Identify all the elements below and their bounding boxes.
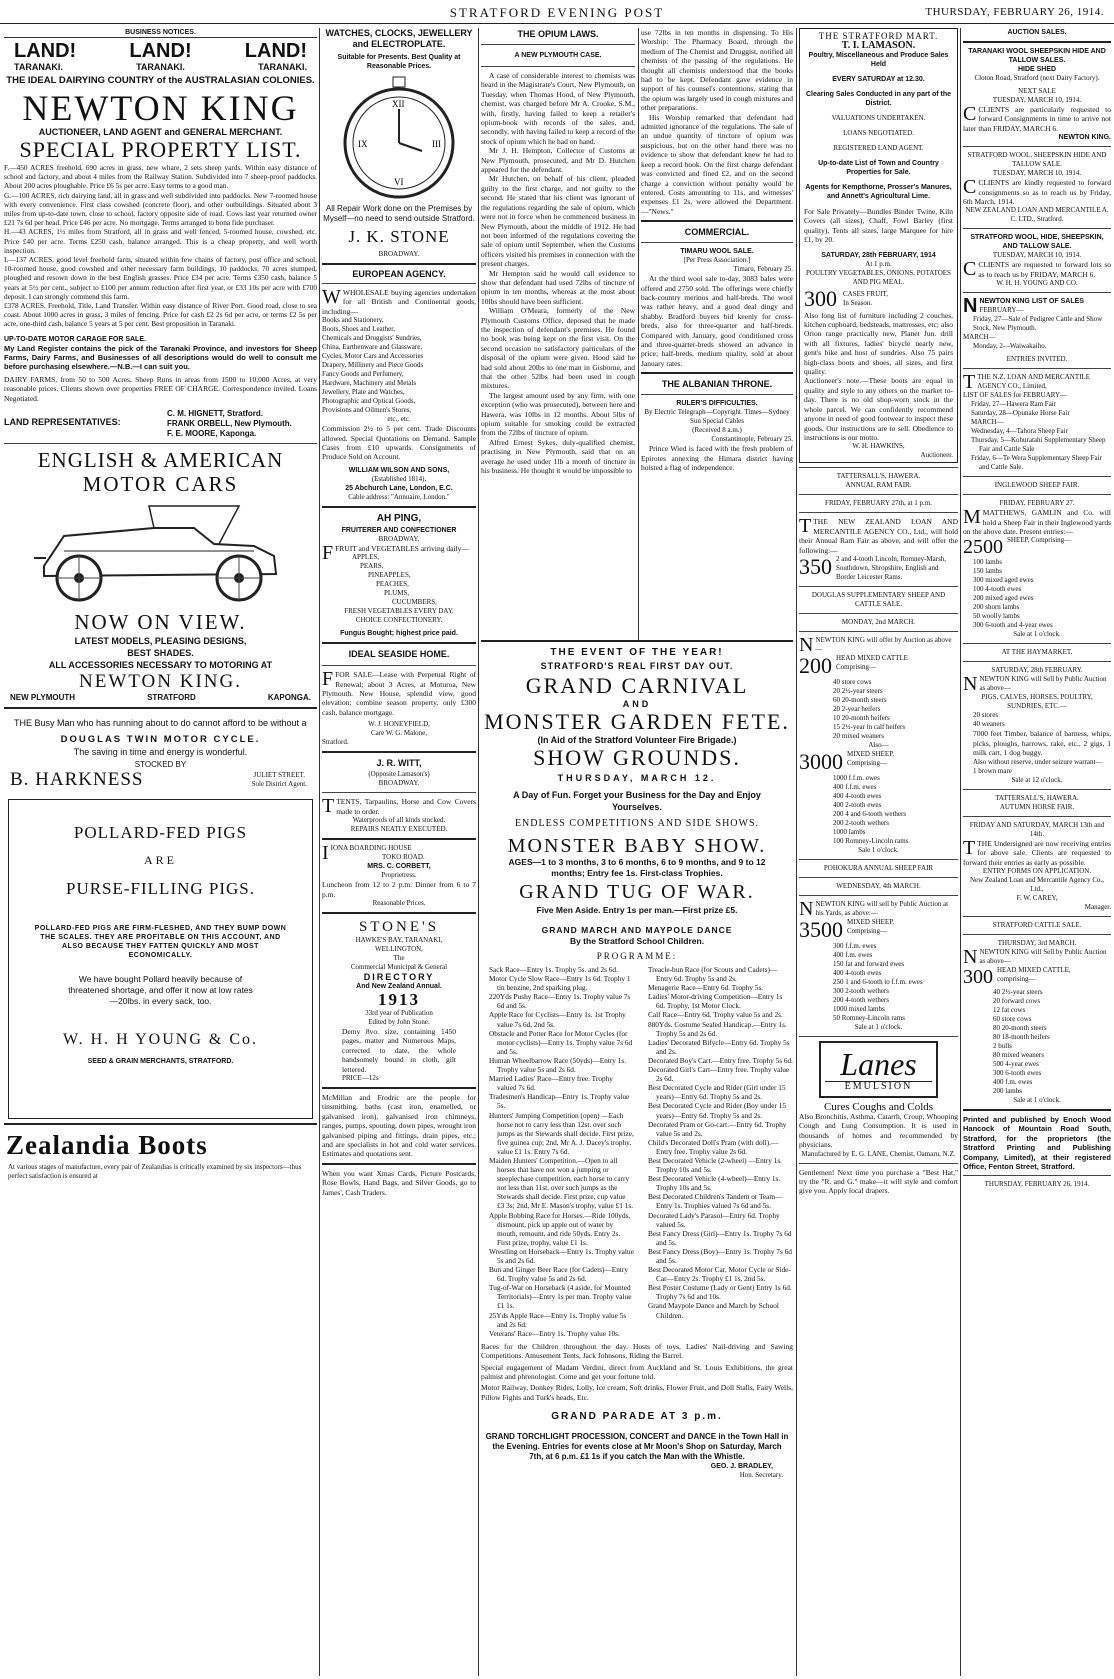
choice-confectionery: CHOICE CONFECTIONERY. xyxy=(355,616,443,625)
hon-secretary: Hon. Secretary. xyxy=(739,1471,783,1480)
saving-line: The saving in time and energy is wonderful. xyxy=(73,747,248,758)
douglas-sale: DOUGLAS SUPPLEMENTARY SHEEP AND CATTLE SALE. xyxy=(811,590,946,608)
cable-address: Cable address: "Annuaire, London." xyxy=(348,492,450,501)
broadway: BROADWAY. xyxy=(378,250,420,258)
column-newton-king xyxy=(4,28,317,1676)
also: Also— xyxy=(868,740,889,749)
zealandia-text: At various stages of manufacture, every pair of Zealandias is critically examined by six inspectors—thus perfect satisfaction is ensured at xyxy=(8,1163,302,1181)
autumn-horse-fair: AUTUMN HORSE FAIR. xyxy=(999,802,1075,811)
albanian-heading: THE ALBANIAN THRONE. xyxy=(661,379,773,390)
corbett: MRS. C. CORBETT, xyxy=(367,863,431,871)
accessories: ALL ACCESSORIES NECESSARY TO MOTORING AT xyxy=(48,660,273,671)
valuations: VALUATIONS UNDERTAKEN. xyxy=(831,114,926,122)
day-of-fun: A Day of Fun. Forget your Business for the Day and Enjoy Yourselves. xyxy=(513,790,761,812)
sale-1: Sale 1 o'clock. xyxy=(858,845,899,854)
commercial-municipal: Commercial Municipal & General xyxy=(350,962,448,971)
ideal-dairying: THE IDEAL DAIRYING COUNTRY of the AUSTRALASIAN COLONIES. xyxy=(6,75,315,86)
masthead-title: STRATFORD EVENING POST xyxy=(449,5,665,20)
stratford-wool: STRATFORD WOOL, SHEEPSKIN HIDE AND TALLOW SALE. xyxy=(967,151,1107,169)
programme-left: Sack Race—Entry 1s. Trophy 5s. and 2s 6d. Motor Cycle Slow Race—Entry 1s 6d. Trophy 1 tin benzine, 2nd sparking plug. 220Yds Pushy Race—Entry 1s. Trophy value 7s 6d and 5s. Apple Race for Cyclists—Entry 1s. 1st Trophy value 7s 6d, 2nd 5s. Obstacle and Potter Race for Motor Cycles (for motor cyclists)—Entry 1s. Trophy value 7s 6d and 5s. Human Wheelbarrow Race (50yds)—Entry 1s. Trophy value 5s and 2s 6d. Married Ladies' Race—Entry free. Trophy valued 7s 6d. Tradesmen's Handicap—Entry 1s. Trophy value 5s. Hunters' Jumping Competition (open) —Each horse not to carry less than 12st. over such jumps as the Stewards shall decide. First prize, five guinea cup; 2nd, Mr A. J. Dacey's trophy, value £1 1s. Entry 7s 6d. Maiden Hunters' Competition.—Open to all horses that have not won a jumping or steeplechase competition, each horse to carry not less than 11st. over such jumps as the Stewards shall decide. First prize, cup value £3 3s; 2nd, Mr E. Mason's trophy, value £1 1s. Apple Bobbing Race for Horses.—Ride 100yds, dismount, pick up apple out of water by mouth, remount, and ride 50yds. Entry 2s. First prize, trophy, value £1 1s. Wrestling on Horseback—Entry 1s. Trophy value 5s and 2s 6d. Bun and Ginger Beer Race (for Cadets)—Entry 6d. Trophy value 5s and 2s 6d. Tug-of-War on Horseback (4 aside, for Mounted Territorials)—Entry 1s per man. Trophy value £1 1s. 25Yds Apple Race—Entry 1s. Trophy value 5s and 2s 6d. Veterans' Race—Entry 1s. Trophy value 10s. xyxy=(489,965,634,1338)
the: The xyxy=(393,953,405,962)
list-of-sales: LIST OF SALES for FEBRUARY— xyxy=(963,391,1068,400)
event-of-year: THE EVENT OF THE YEAR! xyxy=(550,647,724,658)
column-stone: WATCHES, CLOCKS, JEWELLERY and ELECTROPLATE. Suitable for Presents. Best Quality at Reasonable Prices. XII III VI IX All Repair Work done on the Premises by Myself—no need to send outside Stratford. J. K. STONE BROADWAY. EUROPEAN AGENCY. WWHOLESALE buying agencies undertaken for all British and Continental goods, including— Books and Stationery, Boots, Shoes and Leather, Chemicals and Druggists' Sundries, China, Earthenware and Glassware, Cycles, Motor Cars and Accessories Drapery, Millinery and Piece Goods Fancy Goods and Perfumery, Hardware, Machinery and Metals Jewellery, Plate and Watches, Photographic and Optical Goods, Provisions and Oilmen's Stores, etc., etc. Commission 2½ to 5 per cent. Trade Discounts allowed. Special Quotations on Demand. Sample Cases from £10 upwards. Consignments of Produce Sold on Account. WILLIAM WILSON AND SONS, (Established 1814), 25 Abchurch Lane, London, E.C. Cable address: "Annuaire, London." AH PING, FRUITERER AND CONFECTIONER BROADWAY. FFRUIT and VEGETABLES arriving daily— APPLES, PEARS, PINEAPPLES, PEACHES, PLUMS, CUCUMBERS, FRESH VEGETABLES EVERY DAY. CHOICE CONFECTIONERY. Fungus Bought; highest price paid. IDEAL SEASIDE HOME. FFOR SALE—Lease with Perpetual Right of Renewal; about 3 Acres, at Moturoa, New Plymouth. New House, splendid view, good elevation; combine season property, only £300 cash, balance mortgage. W. J. HONEYFIELD, Care W. G. Malone, Stratford. J. R. WITT, (Opposite Lamason's) BROADWAY. TTENTS, Tarpaulins, Horse and Cow Covers made to order. Waterproofs of all kinds stocked. REPAIRS NEATLY EXECUTED. IIONA BOARDING HOUSE TOKO ROAD. MRS. C. CORBETT, Proprietress. Luncheon from 12 to 2 p.m. Dinner from 6 to 7 p.m. Reasonable Prices. STONE'S HAWKE'S BAY, TARANAKI, WELLINGTON, The Commercial Municipal & General DIRECTORY And New Zealand Annual. 1913 33rd year of Publication Edited by John Stone. Demy 8vo. size, containing 1450 pages, matter and Numerous Maps, corrected to date, the whole handsomely bound in cloth, gilt lettered. PRICE—12s McMillan and Frodric are the people for tinsmithing, baths (cast iron, enamelled, or galvanised iron), galvanised iron chimneys, ranges, pumps, spouting, down pipes, wrought iron galvanised piping and fittings, drain pipes, etc.; and are specialists in hot and cold water services. Estimates and quotations sent. When you want Xmas Cards, Picture Postcards, Rose Bowls, Hand Bags, and Silver Goods, go to James', Cash Traders. xyxy=(322,28,476,1197)
at-1pm: At 1 p.m. xyxy=(865,259,892,268)
monday: MONDAY, 2nd MARCH. xyxy=(841,617,916,626)
column-rule xyxy=(319,28,320,1676)
up-to-date-list: Up-to-date List of Town and Country Properties for Sale. xyxy=(818,160,939,176)
cattle-list: 40 store cows 20 2½-year steers 60 20-month steers 20 2-year heifers 10 20-month heifers 15 2½-year in calf heifers 20 mixed weaners xyxy=(833,677,906,740)
every-saturday: EVERY SATURDAY at 12.30. xyxy=(832,76,925,83)
monster-garden-fete: MONSTER GARDEN FETE. xyxy=(484,709,790,734)
thursday-3rd: THURSDAY, 3rd MARCH. xyxy=(997,938,1077,947)
waterproofs: Waterproofs of all kinds stocked. xyxy=(352,816,446,825)
special-property-list: SPECIAL PROPERTY LIST. xyxy=(19,137,302,162)
carnival-ad xyxy=(481,640,793,1676)
nk-offer: NEWTON KING will offer by Auction as above— xyxy=(815,635,952,653)
svg-text:VI: VI xyxy=(394,177,404,187)
baby-show: MONSTER BABY SHOW. xyxy=(507,835,767,857)
broadway: BROADWAY. xyxy=(378,779,420,788)
inglewood: INGLEWOOD SHEEP FAIR. xyxy=(994,481,1080,490)
sale-date: TUESDAY, MARCH 10, 1914. xyxy=(992,251,1082,260)
property-item: G.—100 ACRES, rich dairying land, all in grass and well subdivided into paddocks. New 7-roomed house with every convenience. First class cowshed (concrete floor), and other outbuildings. Situated about 3 miles from up-to-date town, close to school, factory opposite side of road. Cows last year returned owner £21 7s 6d per head. Price £46 per acre. No mortgage. Terms arranged to bona fide purchaser. xyxy=(4,190,317,228)
stratford-cattle-sale: STRATFORD CATTLE SALE. xyxy=(992,920,1082,929)
imprint-date: THURSDAY, FEBRUARY 26, 1914. xyxy=(984,1180,1090,1189)
electric-telegraph: By Electric Telegraph—Copyright. Times—Sydney Sun Special Cables xyxy=(644,408,790,426)
manufactured-by: Manufactured by E. G. LANE, Chemist, Oamaru, N.Z. xyxy=(801,1149,956,1158)
stocked-by: STOCKED BY xyxy=(134,760,187,770)
directory: DIRECTORY xyxy=(363,971,435,982)
lamason: T. I. LAMASON. xyxy=(841,40,916,51)
presents-line: Suitable for Presents. Best Quality at Reasonable Prices. xyxy=(337,54,461,70)
svg-text:III: III xyxy=(432,139,441,149)
price: PRICE—12s xyxy=(342,1073,379,1082)
hawkins: W. H. HAWKINS, xyxy=(852,442,905,451)
friday-27: FRIDAY, FEBRUARY 27. xyxy=(999,499,1075,508)
tattersalls: TATTERSALL'S, HAWERA. xyxy=(995,793,1079,802)
column-mart: THE STRATFORD MART. T. I. LAMASON. Poultry, Miscellaneous and Produce Sales Held EVERY SATURDAY at 12.30. Clearing Sales Conducted in any part of the District. VALUATIONS UNDERTAKEN. LOANS NEGOTIATED. REGISTERED LAND AGENT. Up-to-date List of Town and Country Properties for Sale. Agents for Kempthorne, Prosser's Manures, and Annett's Agricultural Lime. For Sale Privately—Bundles Binder Twine, Kiln Covers (all sizes), Chaff, Fowl Barley (first quality), Tents all sizes, large Marquee for hire £1, by 20. SATURDAY, 28th FEBRUARY, 1914 At 1 p.m. POULTRY VEGETABLES, ONIONS, POTATOES AND PIG MEAL. 300 CASES FRUIT, In Season. Also long list of furniture including 2 couches, kitchen cupboard, bedsteads, mattresses, etc; also Orion range practically new, Planet Jun. drill with all fixtures, ladies' bicycle nearly new, gent's bike and host of sundries. Also 75 pairs high-class boots and shoes, all sizes, and first quality. Auctioneer's note.—These boots are equal in quality and style to any others on the market to-day. There is no old shop-worn stock in the whole parcel. We can confidently recommend anyone in need of good footwear to inspect these goods. Our instructions are to sell. Obedience to instructions is our motto. W. H. HAWKINS, Auctioneer. TATTERSALL'S, HAWERA. ANNUAL RAM FAIR. FRIDAY, FEBRUARY 27th, at 1 p.m. TTHE NEW ZEALAND LOAN AND MERCANTILE AGENCY CO., Ltd., will hold their Annual Ram Fair as above, and will offer the following:— 350 2 and 4-tooth Lincoln, Romney-Marsh, Southdown, Shropshire, English and Border Leicester Rams. DOUGLAS SUPPLEMENTARY SHEEP AND CATTLE SALE. MONDAY, 2nd MARCH. NNEWTON KING will offer by Auction as above— 200 HEAD MIXED CATTLE Comprising— 40 store cows 20 2½-year steers 60 20-month steers 20 2-year heifers 10 20-month heifers 15 2½-year in calf heifers 20 mixed weaners Also— 3000 MIXED SHEEP, Comprising— 1000 f.f.m. ewes 400 f.f.m. ewes 400 4-tooth ewes 400 2-tooth ewes 200 4 and 6-tooth wethers 200 2-tooth wethers 1000 lambs 100 Romney-Lincoln rams Sale 1 o'clock. POHOKURA ANNUAL SHEEP FAIR WEDNESDAY, 4th MARCH. NNEWTON KING will sell by Public Auction at his Yards, as above:— 3500 MIXED SHEEP, Comprising— 300 f.f.m. ewes 400 f.m. ewes 150 fat and forward ewes 400 4-tooth ewes 250 1 and 6-tooth to f.f.m. ewes 300 2-tooth wethers 200 4-tooth wethers 1000 mixed lambs 50 Romney-Lincoln rams Sale at 1 o'clock. Lanes EMULSION Cures Coughs and Colds Also Bronchitis, Asthma, Catarrh, Croup, Whooping Cough and Lung Consumption. It is used in thousands of homes and recommended by physicians. Manufactured by E. G. LANE, Chemist, Oamaru, N.Z. Gentlemen! Next time you purchase a "Best Hat," try the "R. and G." make—it will style and comfort give you. Apply local drapers. xyxy=(799,28,958,1676)
column-rule xyxy=(638,28,639,640)
opium-article-cont: use 72lbs in ten months in dispensing. To His Worship: The Pharmacy Board, through the medium of The Chemist and Druggist, notified all chemists of the passing of the regulations. He thought all chemists understood that the books had to be kept. Defendant gave evidence in support of his counsel's contentions, stating that the opium was largely used in cough mixtures and other preparations. His Worship remarked that defendant had admitted ignorance of the regulations. The sale of an undue quantity of tincture of opium was suspicious, but on the other hand there was no evidence to show that defendant knew he had to keep a record book. On the first charge defendant was convicted and fined £2, and on the second charge a conviction without penalty would be entered. Costs amounting to 11s, and witnesses' expenses £1 2s, were allowed the Department.—"News." xyxy=(641,28,793,216)
sale-12: Sale at 12 o'clock. xyxy=(1011,775,1063,784)
clients-text: CLIENTS are requested to forward lots so as to reach us by FRIDAY, MARCH 6. xyxy=(978,260,1111,279)
sale-time: Sale at 1 o'clock. xyxy=(1013,630,1061,639)
douglas-motorcycle: DOUGLAS TWIN MOTOR CYCLE. xyxy=(60,734,261,746)
opium-heading: THE OPIUM LAWS. xyxy=(517,29,599,39)
first-day-out: STRATFORD'S REAL FIRST DAY OUT. xyxy=(540,661,734,671)
abchurch: 25 Abchurch Lane, London, E.C. xyxy=(345,484,453,492)
seed-merchants: SEED & GRAIN MERCHANTS, STRATFORD. xyxy=(87,1058,234,1066)
mart-heading: THE STRATFORD MART. xyxy=(818,31,939,41)
ah-ping: AH PING, xyxy=(376,512,422,524)
column-opium xyxy=(481,28,635,640)
column-rule xyxy=(478,28,479,1676)
cures-coughs: Cures Coughs and Colds xyxy=(823,1100,934,1113)
hawkes-bay: HAWKE'S BAY, TARANAKI, WELLINGTON, xyxy=(355,935,443,953)
show-grounds: SHOW GROUNDS. xyxy=(533,745,741,770)
in-aid: (In Aid of the Stratford Volunteer Fire Brigade.) xyxy=(537,735,737,745)
land-register: My Land Register contains the pick of the Taranaki Province, and investors for Sheep Farms, Dairy Farms, and Businesses of all descriptions would do well to consult me before purchasing elsewhere.—N.B.—I can suit you. xyxy=(4,343,317,372)
grand-march: GRAND MARCH AND MAYPOLE DANCE xyxy=(541,925,733,935)
nk-sell: NEWTON KING will sell by Public Auction at his Yards, as above:— xyxy=(815,899,949,917)
furniture-list: Also long list of furniture including 2 couches, kitchen cupboard, bedsteads, mattresses, etc; also Orion range practically new, Planet Jun. drill with all fixtures, ladies' bicycle nearly new, gent's bike and host of sundries. Also 75 pairs high-class boots and shoes, all sizes, and first quality. xyxy=(804,310,953,377)
ram-count: 350 2 and 4-tooth Lincoln, Romney-Marsh, Southdown, Shropshire, English and Border Leicester Rams. xyxy=(799,553,947,581)
year: 1913 xyxy=(378,989,420,1009)
repairs: REPAIRS NEATLY EXECUTED. xyxy=(350,825,448,834)
property-item: F.—450 ACRES freehold, 690 acres in grass, new whare, 2 sets sheep yards. Within easy distance of school and factory, and about 4 miles from the Railway Station. Subdivided into 7 sheep-proof paddocks. About 200 acres ploughable. Price £6 5s per acre. Easy terms to a good man. xyxy=(4,163,317,191)
newton-king-title: NEWTON KING xyxy=(22,88,299,128)
entry-forms: ENTRY FORMS ON APPLICATION. xyxy=(982,866,1092,875)
clearing-sales: Clearing Sales Conducted in any part of the District. xyxy=(805,91,952,107)
sale-date: TUESDAY, MARCH 10, 1914. xyxy=(992,169,1082,178)
hide-shed: HIDE SHED xyxy=(1017,66,1057,73)
column-rule xyxy=(796,28,797,1676)
manager: Manager. xyxy=(1084,902,1111,911)
property-item: I.—137 ACRES, good level freehold farm, situated within few chains of factory, post office and school, 10-roomed house, good cowshed and other necessary farm buildings, 10 paddocks, 70 acres stumped, ploughed and resown down in the best English grasses. Price £34 per acre. Terms £350 cash, balance 5 years at 5½ per cent., subject to £100 per annum reduction after first year, or £33 10s per acre with £700 deposit. I can strongly commend this farm. xyxy=(4,255,317,301)
pocket-watch-illustration xyxy=(322,71,476,201)
friday-feb: FRIDAY, FEBRUARY 27th, at 1 p.m. xyxy=(825,499,932,508)
seaside-heading: IDEAL SEASIDE HOME. xyxy=(348,649,450,660)
young-co: W. H. H. YOUNG AND CO. xyxy=(996,279,1078,288)
fruiterer: FRUITERER AND CONFECTIONER xyxy=(341,526,457,534)
goods-list: Books and Stationery, Boots, Shoes and Leather, Chemicals and Druggists' Sundries, China, Earthenware and Glassware, Cycles, Motor Cars and Accessories Drapery, Millinery and Piece Goods Fancy Goods and Perfumery, Hardware, Machinery and Metals Jewellery, Plate and Watches, Photographic and Optical Goods, Provisions and Oilmen's Stores, etc., etc. xyxy=(322,316,424,424)
zealandia-boots: Zealandia Boots xyxy=(6,1130,208,1161)
sheep-count: 3000 MIXED SHEEP, Comprising— xyxy=(799,748,895,774)
tug-of-war: GRAND TUG OF WAR. xyxy=(519,881,755,903)
torchlight: GRAND TORCHLIGHT PROCESSION, CONCERT and DANCE in the Town Hall in the Evening. Entries for events close at Mr Moon's Shop on Saturday, March 7th, at 6 p.m. £1 1s if you catch the Man with the Whistle. xyxy=(485,1432,789,1462)
nz-loan-3: New Zealand Loan and Mercantile Agency Co., Ltd., xyxy=(969,875,1105,893)
pigs-are: ARE xyxy=(144,853,177,868)
grand-carnival: GRAND CARNIVAL xyxy=(525,673,749,698)
auction-sales-heading: AUCTION SALES. xyxy=(1007,29,1067,36)
motor-cars-heading: ENGLISH & AMERICAN xyxy=(37,448,284,473)
land-heading: LAND! LAND! LAND! xyxy=(14,40,307,62)
friday-saturday: FRIDAY AND SATURDAY, MARCH 13th and 14th. xyxy=(969,820,1105,838)
sales-list: Friday, 27—Hawera Ram Fair Saturday, 28—Opunake Horse Fair MARCH— Wednesday, 4—Tahora Sheep Fair Thursday, 5—Kohuratahi Supplementary Sheep Fair and Cattle Sale Friday, 6—Te Wera Supplementary Sheep Fair and Cattle Sale. xyxy=(971,400,1106,472)
motor-car-illustration xyxy=(4,496,317,606)
busy-man: THE Busy Man who has running about to do cannot afford to be without a xyxy=(14,718,307,729)
five-men: Five Men Aside. Entry 1s per man.—First prize £5. xyxy=(536,905,738,915)
now-on-view: NOW ON VIEW. xyxy=(74,610,247,635)
seaside-text: FOR SALE—Lease with Perpetual Right of Renewal; about 3 Acres, at Moturoa, New Plymouth. New House, splendid view, good elevation; combine season property, only £300 cash, balance mortgage. xyxy=(322,670,476,717)
cattle-count: 200 HEAD MIXED CATTLE Comprising— xyxy=(799,652,908,678)
poultry-vegetables: POULTRY VEGETABLES, ONIONS, POTATOES AND PIG MEAL. xyxy=(806,268,951,286)
property-item: H.—43 ACRES, 1½ miles from Stratford, all in grass and well fenced, 5-roomed house, cowshed, etc. Price £40 per acre. Terms £250 cash, balance arranged. This is a cheap property, and well worth inspection. xyxy=(4,227,317,255)
wool-article: At the third wool sale to-day, 3083 bales were offered and 2750 sold. The offerings were chiefly back-country merinos and half-breds. The wool was rather heavy, and a good deal dingy and shabby. Bradford buyers bid keenly for cross-breds, also for three-quarter and half-breds. Compared with January, good conditioned cross and three-quarter-breds showed an advance in price; half-breds, medium quality, sold at about January rates. xyxy=(641,274,793,368)
saturday-28: SATURDAY, 28th FEBRUARY. xyxy=(991,666,1083,675)
sheep-list: 100 lambs 150 lambs 300 mixed aged ewes 100 4-tooth ewes 200 mixed aged ewes 200 shorn lambs 50 woolly lambs 300 6-tooth and 4-year ewes xyxy=(973,558,1053,630)
land-representatives: LAND REPRESENTATIVES: C. M. HIGNETT, Stratford. FRANK ORBELL, New Plymouth. F. E. MOORE, Kaponga. xyxy=(4,409,292,439)
stones-directory: STONE'S xyxy=(358,918,440,935)
column-rule xyxy=(960,28,961,1676)
clients-text: CLIENTS are particularly requested to forward Consignments in time to arrive not later than FRIDAY, MARCH 6. xyxy=(963,105,1111,133)
toko-road: TOKO ROAD. xyxy=(382,853,425,862)
witt: J. R. WITT, xyxy=(376,758,422,769)
matthews: MATTHEWS, GAMLIN and Co. will hold a Sheep Fair in their Inglewood yards on the above date. Present entries:— xyxy=(963,508,1111,537)
races-text: Races for the Children throughout the day. Hosts of toys, Ladies' Nail-driving and Sawing Competitions. Amusement Tents, Jack Johnsons, Riding the Barrel. xyxy=(481,1341,793,1361)
items-list: 20 stores 40 weaners 7000 feet Timber, balance of harness, whips, picks, ploughs, harrows, rake, etc., 2 gigs, 1 milk cart, 1 dog buggy. Also without reserve, under seizure warrant— 1 brown mare xyxy=(973,711,1111,775)
sheep2-count: 3500 MIXED SHEEP, Comprising— xyxy=(799,916,895,942)
nk-sell: NEWTON KING will Sell by Public Auction as above— xyxy=(979,675,1107,693)
school-children: By the Stratford School Children. xyxy=(569,936,705,946)
nz-loan: NEW ZEALAND LOAN AND MERCANTILE A. C. LTD., Stratford. xyxy=(965,206,1109,224)
masthead xyxy=(0,0,1114,24)
dateline: Timaru, February 25. xyxy=(733,265,793,274)
and: AND xyxy=(622,699,652,709)
fruit-list: APPLES, PEARS, PINEAPPLES, PEACHES, PLUMS, CUCUMBERS, xyxy=(352,553,437,607)
nz-annual: And New Zealand Annual. xyxy=(356,982,442,990)
cattle-list: 40 2½-year steers 20 forward cows 12 fat cows 60 store cows 80 20-month steers 80 18-month heifers 2 bulls 80 mixed weaners 500 4-year ewes 300 6-tooth ewes 400 f.m. ewes 200 lambs xyxy=(993,987,1050,1095)
luncheon: Luncheon from 12 to 2 p.m. Dinner from 6 to 7 p.m. xyxy=(322,880,476,899)
best-hat: Gentlemen! Next time you purchase a "Best Hat," try the "R. and G." make—it will style and comfort give you. Apply local drapers. xyxy=(799,1167,958,1196)
new-plymouth-case: A NEW PLYMOUTH CASE. xyxy=(514,52,602,59)
received: (Received 8 a.m.) xyxy=(692,426,742,435)
young-name: W. H. H YOUNG & Co. xyxy=(62,1031,259,1049)
dairy-farms: DAIRY FARMS, from 50 to 500 Acres, Sheep Runs in areas from 1500 to 10,000 Acres, at very reasonable prices. Clients shown over properties FREE OF CHARGE. Correspondence invited. Loans Negotiated. xyxy=(4,374,317,403)
xmas-cards: When you want Xmas Cards, Picture Postcards, Rose Bowls, Hand Bags, and Silver Goods, go to James', Cash Traders. xyxy=(322,1168,476,1197)
reasonable: Reasonable Prices. xyxy=(372,898,426,907)
february: FEBRUARY— xyxy=(979,306,1024,315)
pigs-pollard: We have bought Pollard heavily because of threatened shortage, and offer it now at low rates—20lbs. in every sack, too. xyxy=(68,974,253,1007)
programme-right: Treacle-bun Race (for Scouts and Cadets)—Entry 6d. Trophy 5s and 2s. Menagerie Race—Entry 6d. Trophy 5s. Ladies' Motor-driving Competition—Entry 1s 6d. Trophy, 1st Motor Clock. Calf Race—Entry 6d. Trophy value 5s and 2s. 880Yds. Costume Sealed Handicap.—Entry 1s. Trophy 5s and 2s 6d. Ladies' Decorated Bifycle—Entry 6d. Trophy 5s and 2s. Decorated Boy's Cart.—Entry free. Trophy 5s 6d. Decorated Girl's Cart—Entry free. Trophy value 2s 6d. Best Decorated Cycle and Rider (Girl under 15 years)—Entry 6d. Trophy 5s and 2s. Best Decorated Cycle and Rider (Boy under 15 years)—Entry 6d. Trophy 5s and 2s. Decorated Pram or Go-cart.—Entry 6d. Trophy value 5s and 2s. Child's Decorated Doll's Pram (with doll).—Entry free. Trophy value 2s 6d. Best Decorated Vehicle (2-wheel) —Entry 1s. Trophy 10s and 5s. Best Decorated Vehicle (4-wheel)—Entry 1s. Trophy 10s and 5s. Best Decorated Children's Tandem or Team—Entry 1s. Trophies valued 7s 6d and 5s. Decorated Lady's Parasol—Entry 6d. Trophy valued 5s. Best Fancy Dress (Girl)—Entry 1s. Trophy 7s 6d and 5s. Best Fancy Dress (Boy)—Entry 1s. Trophy 7s 6d and 5s. Best Decorated Motor Car, Motor Cycle or Side-Car—Entry 2s. Trophy £1 1s, 2nd 5s. Best Poster Costume (Lady or Gent) Entry 1s 6d. Trophy 7s 6d and 10s. Grand Maypole Dance and March by School Children. xyxy=(648,965,793,1320)
undersigned: THE Undersigned are now receiving entries for above sale. Clients are requested to forward their entries as early as possible. xyxy=(963,838,1111,867)
entries-invited: ENTRIES INVITED. xyxy=(1006,355,1068,364)
property-list xyxy=(4,163,317,329)
newton-king: NEWTON KING. xyxy=(1058,134,1111,142)
proprietress: Proprietress. xyxy=(381,871,417,880)
commercial-heading: COMMERCIAL. xyxy=(684,227,750,238)
endless-competitions: ENDLESS COMPETITIONS AND SIDE SHOWS. xyxy=(514,818,760,829)
edited-by: Edited by John Stone. xyxy=(368,1017,430,1026)
sale-date: TUESDAY, MARCH 10, 1914. xyxy=(992,96,1082,104)
european-agency: EUROPEAN AGENCY. xyxy=(352,269,446,279)
property-item: £378 ACRES, Freehold, Title, Land Transfer. Within easy distance of River Port. Good road, close to sea coast. About 1000 acres in grass, 3 miles of fencing. Price for cash £2 2s 6d per acre, or terms £2 5s per acre, one-third cash, balance 5 years at 5 per cent. Best proposition in Taranaki. xyxy=(4,301,317,329)
taranaki-wool: TARANAKI WOOL SHEEPSKIN HIDE AND TALLOW SALES. xyxy=(968,48,1106,64)
garage-heading: UP-TO-DATE MOTOR CARAGE FOR SALE. xyxy=(4,335,146,343)
cures-list: Also Bronchitis, Asthma, Catarrh, Croup, Whooping Cough and Lung Consumption. It is used in thousands of homes and recommended by physicians. xyxy=(799,1111,958,1150)
press-association: [Per Press Association.] xyxy=(683,256,751,265)
town-row: NEW PLYMOUTH STRATFORD KAPONGA. xyxy=(10,693,311,703)
auctioneer: Auctioneer. xyxy=(920,451,953,460)
next-sale: NEXT SALE xyxy=(1018,87,1056,95)
wholesale-text: WHOLESALE buying agencies undertaken for all British and Continental goods, including— xyxy=(322,288,476,316)
watch-heading: WATCHES, CLOCKS, JEWELLERY and ELECTROPLATE. xyxy=(325,28,473,49)
third-year: 33rd year of Publication xyxy=(365,1008,433,1017)
bradley: GEO. J. BRADLEY, xyxy=(710,1463,773,1471)
timaru-wool: TIMARU WOOL SALE. xyxy=(680,248,754,256)
haymarket: AT THE HAYMARKET. xyxy=(1001,648,1073,657)
fruit-cases: 300 CASES FRUIT, In Season. xyxy=(804,285,888,311)
special-engagement: Special engagement of Madam Verdini, direct from Auckland and St. Louis Exhibitions, the great palmist and phrenologist. Come and get your fortune told. xyxy=(481,1362,793,1382)
agents-for: Agents for Kempthorne, Prosser's Manures, and Annett's Agricultural Lime. xyxy=(805,184,952,200)
pigs-subtitle: PURSE-FILLING PIGS. xyxy=(65,879,256,899)
sale-at: Sale at 1 o'clock. xyxy=(854,1022,903,1031)
baby-ages: AGES—1 to 3 months, 3 to 6 months, 6 to 9 months, and 9 to 12 months; Entry fee 1s. First-class Trophies. xyxy=(508,857,766,878)
feb-27: Friday, 27—Sale of Pedigree Cattle and Show Stock, New Plymouth. xyxy=(973,315,1103,333)
honeyfield: W. J. HONEYFIELD, xyxy=(368,720,430,729)
fruit-text: FRUIT and VEGETABLES arriving daily— xyxy=(335,543,469,553)
motor-railway: Motor Railway, Donkey Rides, Lolly, Ice cream, Soft drinks, Flower Fruit, and Doll Stalls, Fairy Wells, Pillow Fights and Turk's heads, Etc. xyxy=(481,1383,793,1402)
nz-loan-text: THE NEW ZEALAND LOAN AND MERCANTILE AGENCY CO., Ltd., will hold their Annual Ram Fair as above, and will offer the following:— xyxy=(799,517,958,555)
stratford-mart-ad xyxy=(799,28,958,463)
auctioneer-line: AUCTIONEER, LAND AGENT and GENERAL MERCHANT. xyxy=(38,127,283,137)
saturday-sale: SATURDAY, 28th FEBRUARY, 1914 xyxy=(821,251,936,259)
loans: LOANS NEGOTIATED. xyxy=(843,129,914,137)
carey: F. W. CAREY, xyxy=(1016,893,1058,902)
svg-text:IX: IX xyxy=(358,139,368,149)
pohokura: POHOKURA ANNUAL SHEEP FAIR xyxy=(823,863,934,872)
lanes-emulsion-logo: Lanes EMULSION xyxy=(819,1041,938,1098)
wied-article: Prince Wied is faced with the fresh problem of Epirotes annexing the Himara district having hoisted a flag of independence. xyxy=(641,444,793,472)
taranaki-row: TARANAKI. TARANAKI. TARANAKI. xyxy=(14,62,307,72)
best-shades: BEST SHADES. xyxy=(127,648,194,659)
clients-text: CLIENTS are kindly requested to forward consignments so as to reach us by Friday, 6th March, 1914. xyxy=(963,178,1111,207)
column-commercial xyxy=(641,28,793,640)
svg-text:XII: XII xyxy=(392,99,405,109)
opium-article: A case of considerable interest to chemists was heard in the Magistrate's Court, New Plymouth, on Tuesday, when Thomas Hood, of New Plymouth, chemist, was charged before Mr A. Crooke, S.M., with, firstly, having failed to keep a retailer's opium-book with records of the sales, and, secondly, with having failed to keep a record of the stock of opium which he had on hand. Mr J. H. Hempton, Collector of Customs at New Plymouth, prosecuted, and Mr D. Hutchen appeared for the defendant. Mr Hutchen, on behalf of his client, pleaded guilty to the first charge, and not guilty to the second. He stated that his client was ignorant of the regulations regarding the sale of opium, which were not in force when he commenced business in New Plymouth, about the middle of 1912. He had not been informed of the regulations covering the sale of opium until September, when the Customs officers visited his premises in connection with the present charges. Mr Hempton said he would call evidence to show that defendant had used 72lbs of tincture of opium in ten months, whereas at the most about 10lbs should have been sufficient. William O'Meara, formerly of the New Plymouth Customs Office, deposed that he made the inspection of defendant's premises. He found no book was being kept on the first visit. On the second occasion no satisfactory particulars of the disposal of the opium were given. Hood said he had sold about 20lbs to one man in Gisborne, and that the other 52lbs had been used in cough mixtures. The largest amount used by any firm, with one exception (who was prosecuted), between here and Hawera, was 10lbs in 12 months. About 5lbs of opium suitable for smoking could be extracted from the 72lbs of tincture of opium. Alfred Ernest Sykes, duly-qualified chemist, practising in New Plymouth, said that on an average he used under 1lb a month of tincture in his business. He thought it would be impossible to xyxy=(481,71,635,476)
motor-cars-heading: MOTOR CARS xyxy=(82,472,239,497)
event-date: THURSDAY, MARCH 12. xyxy=(557,773,717,783)
jk-stone: J. K. STONE xyxy=(348,227,450,246)
march: MARCH— xyxy=(963,333,996,342)
imprint: Printed and published by Enoch Wood Hancock of Mountain Road South, Stratford, for the proprietors (the Stratford Printing and Publishing Company, Limited), at their registered Office, Fenton Street, Stratford. xyxy=(963,1114,1111,1171)
pollard-pigs-ad xyxy=(8,799,313,1119)
mar-2: Monday, 2—Waiwakaiho. xyxy=(973,342,1047,351)
nk-list: NEWTON KING LIST OF SALES xyxy=(979,298,1084,306)
stratford: Stratford. xyxy=(322,738,349,747)
registered-agent: REGISTERED LAND AGENT. xyxy=(833,144,924,152)
cloton-road: Cloton Road, Stratford (next Dairy Factory). xyxy=(974,74,1100,82)
column-auction-sales: AUCTION SALES. TARANAKI WOOL SHEEPSKIN HIDE AND TALLOW SALES. HIDE SHED Cloton Road, Stratford (next Dairy Factory). NEXT SALE TUESDAY, MARCH 10, 1914. CCLIENTS are particularly requested to forward Consignments in time to arrive not later than FRIDAY, MARCH 6. NEWTON KING. STRATFORD WOOL, SHEEPSKIN HIDE AND TALLOW SALE. TUESDAY, MARCH 10, 1914. CCLIENTS are kindly requested to forward consignments so as to reach us by Friday, 6th March, 1914. NEW ZEALAND LOAN AND MERCANTILE A. C. LTD., Stratford. STRATFORD WOOL, HIDE, SHEEPSKIN, AND TALLOW SALE. TUESDAY, MARCH 10, 1914. CCLIENTS are requested to forward lots so as to reach us by FRIDAY, MARCH 6. W. H. H. YOUNG AND CO. NNEWTON KING LIST OF SALES FEBRUARY— Friday, 27—Sale of Pedigree Cattle and Show Stock, New Plymouth. MARCH— Monday, 2—Waiwakaiho. ENTRIES INVITED. TTHE N.Z. LOAN AND MERCANTILE AGENCY CO., Limited, LIST OF SALES for FEBRUARY— Friday, 27—Hawera Ram Fair Saturday, 28—Opunake Horse Fair MARCH— Wednesday, 4—Tahora Sheep Fair Thursday, 5—Kohuratahi Supplementary Sheep Fair and Cattle Sale Friday, 6—Te Wera Supplementary Sheep Fair and Cattle Sale. INGLEWOOD SHEEP FAIR. FRIDAY, FEBRUARY 27. MMATTHEWS, GAMLIN and Co. will hold a Sheep Fair in their Inglewood yards on the above date. Present entries:— 2500 SHEEP, Comprising— 100 lambs 150 lambs 300 mixed aged ewes 100 4-tooth ewes 200 mixed aged ewes 200 shorn lambs 50 woolly lambs 300 6-tooth and 4-year ewes Sale at 1 o'clock. AT THE HAYMARKET. SATURDAY, 28th FEBRUARY. NNEWTON KING will Sell by Public Auction as above— PIGS, CALVES, HORSES, POULTRY, SUNDRIES, ETC.— 20 stores 40 weaners 7000 feet Timber, balance of harness, whips, picks, ploughs, harrows, rake, etc., 2 gigs, 1 milk cart, 1 dog buggy. Also without reserve, under seizure warrant— 1 brown mare Sale at 12 o'clock. TATTERSALL'S, HAWERA. AUTUMN HORSE FAIR. FRIDAY AND SATURDAY, MARCH 13th and 14th. TTHE Undersigned are now receiving entries for above sale. Clients are requested to forward their entries as early as possible. ENTRY FORMS ON APPLICATION. New Zealand Loan and Mercantile Agency Co., Ltd., F. W. CAREY, Manager. STRATFORD CATTLE SALE. THURSDAY, 3rd MARCH. NNEWTON KING will Sell by Public Auction as above— 300 HEAD MIXED CATTLE, comprising— 40 2½-year steers 20 forward cows 12 fat cows 60 store cows 80 20-month steers 80 18-month heifers 2 bulls 80 mixed weaners 500 4-year ewes 300 6-tooth ewes 400 f.m. ewes 200 lambs Sale at 1 o'clock. Printed and published by Enoch Wood Hancock of Mountain Road South, Stratford, for the proprietors (the Stratford Printing and Publishing Company, Limited), at their registered Office, Fenton Street, Stratford. THURSDAY, FEBRUARY 26, 1914. xyxy=(963,29,1111,1189)
newton-king-footer: NEWTON KING. xyxy=(79,671,242,693)
for-sale-privately: For Sale Privately—Bundles Binder Twine, Kiln Covers (all sizes), Chaff, Fowl Barley (first quality), Tents all sizes, large Marquee for hire £1, by 20. xyxy=(804,207,953,245)
ram-fair: ANNUAL RAM FAIR. xyxy=(845,481,912,490)
broadway: BROADWAY. xyxy=(378,534,420,543)
auctioneers-note: Auctioneer's note.—These boots are equal in quality and style to any others on the market to-day. There is no old shop-worn stock in the whole parcel. We can confidently recommend anyone in need of good footwear to inspect these goods. Our instructions are to sell. Obedience to instructions is our motto. xyxy=(804,376,953,442)
repair-line: All Repair Work done on the Premises by Myself—no need to send outside Stratford. xyxy=(323,204,475,223)
latest-models: LATEST MODELS, PLEASING DESIGNS, xyxy=(74,636,247,647)
opposite: (Opposite Lamason's) xyxy=(368,770,430,779)
wilson-sons: WILLIAM WILSON AND SONS, xyxy=(348,466,450,474)
programme-list xyxy=(481,965,793,1338)
pigs-calves: PIGS, CALVES, HORSES, POULTRY, SUNDRIES, ETC.— xyxy=(981,693,1093,711)
sheep2-list: 300 f.f.m. ewes 400 f.m. ewes 150 fat and forward ewes 400 4-tooth ewes 250 1 and 6-tooth to f.f.m. ewes 300 2-tooth wethers 200 4-tooth wethers 1000 mixed lambs 50 Romney-Lincoln rams xyxy=(833,941,923,1022)
fungus: Fungus Bought; highest price paid. xyxy=(340,630,458,638)
tattersalls: TATTERSALL'S, HAWERA. xyxy=(836,472,921,481)
sheep-list: 1000 f.f.m. ewes 400 f.f.m. ewes 400 4-tooth ewes 400 2-tooth ewes 200 4 and 6-tooth wethers 200 2-tooth wethers 1000 lambs 100 Romney-Lincoln rams xyxy=(833,773,909,845)
pigs-title: POLLARD-FED PIGS xyxy=(73,823,248,843)
care-of: Care W. G. Malone, xyxy=(371,729,427,738)
tents: TENTS, Tarpaulins, Horse and Cow Covers made to order. xyxy=(336,797,476,816)
programme: PROGRAMME: xyxy=(596,951,678,961)
established: (Established 1814), xyxy=(371,474,427,483)
mcmillan: McMillan and Frodric are the people for tinsmithing, baths (cast iron, enamelled, or galvanised iron), galvanised iron chimneys, ranges, pumps, spouting, down pipes, wrought iron galvanised piping and fittings, drain pipes, etc.; and are specialists in hot and cold water services. Estimates and quotations sent. xyxy=(322,1092,476,1159)
pigs-body: POLLARD-FED PIGS ARE FIRM-FLESHED, AND THEY BUMP DOWN THE SCALES. THEY ARE PROFITABLE ON THIS ACCOUNT, AND ALSO BECAUSE THEY FATTEN QUICKLY AND MOST ECONOMICALLY. xyxy=(34,925,287,960)
stratford-hide: STRATFORD WOOL, HIDE, SHEEPSKIN, AND TALLOW SALE. xyxy=(970,234,1104,251)
poultry-line: Poultry, Miscellaneous and Produce Sales Held xyxy=(808,52,949,68)
harkness-row: B. HARKNESS JULIET STREET. Sole District Agent. xyxy=(10,769,307,791)
section-heading: BUSINESS NOTICES. xyxy=(4,28,317,38)
nz-loan-2: THE N.Z. LOAN AND MERCANTILE AGENCY CO., Limited, xyxy=(977,373,1090,391)
masthead-date: THURSDAY, FEBRUARY 26, 1914. xyxy=(925,6,1104,18)
ruler-difficulties: RULER'S DIFFICULTIES. xyxy=(676,400,758,408)
sale-at: Sale at 1 o'clock. xyxy=(1013,1095,1061,1104)
iona: IIONA BOARDING HOUSE xyxy=(322,842,412,865)
commission-text: Commission 2½ to 5 per cent. Trade Discounts allowed. Special Quotations on Demand. Sample Cases from £10 upwards. Consignments of Produce Sold on Account. xyxy=(322,424,476,462)
dateline: Constantinople, February 25. xyxy=(711,435,793,444)
wednesday: WEDNESDAY, 4th MARCH. xyxy=(836,881,921,890)
demy-text: Demy 8vo. size, containing 1450 pages, matter and Numerous Maps, corrected to date, the whole handsomely bound in cloth, gilt lettered. xyxy=(342,1026,456,1074)
nk-sell: NEWTON KING will Sell by Public Auction as above— xyxy=(979,947,1107,965)
grand-parade: GRAND PARADE AT 3 p.m. xyxy=(551,1411,723,1423)
cattle-count: 300 HEAD MIXED CATTLE, comprising— xyxy=(963,965,1071,988)
fresh-veg: FRESH VEGETABLES EVERY DAY. xyxy=(344,607,454,616)
sheep-count: 2500 SHEEP, Comprising— xyxy=(963,536,1072,559)
